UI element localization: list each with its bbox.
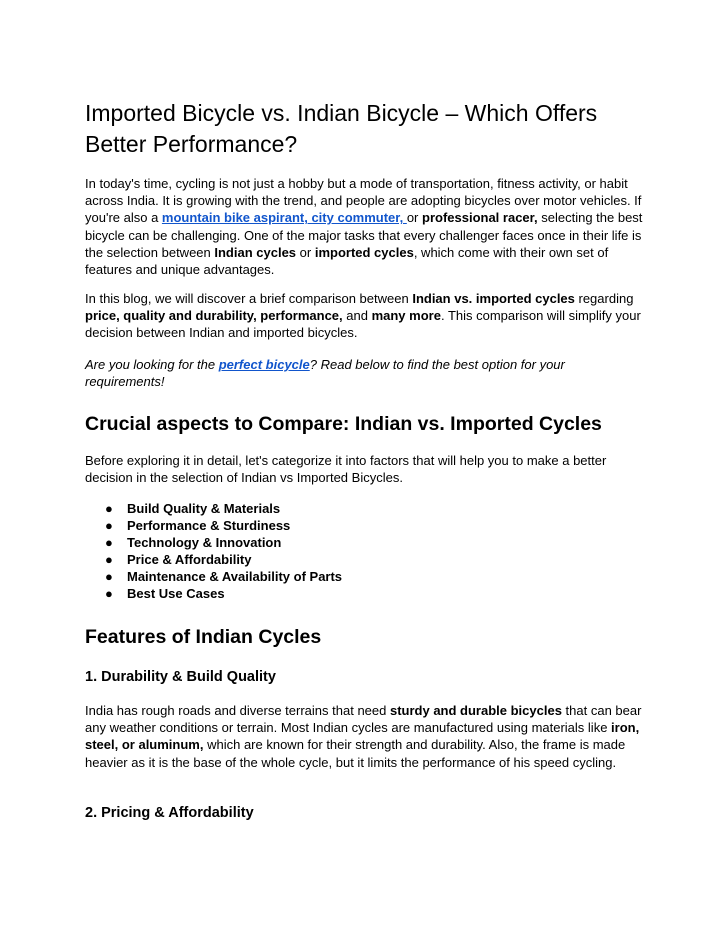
mountain-bike-link[interactable]: mountain bike aspirant, city commuter, (161, 210, 407, 226)
intro-paragraph (85, 175, 645, 278)
intro-text: or (406, 210, 422, 226)
list-item-label: Maintenance & Availability of Parts (127, 569, 343, 585)
aspects-list (85, 500, 625, 603)
list-item-label: Price & Affordability (127, 552, 252, 568)
intro-bold: imported cycles (314, 244, 414, 260)
intro-bold: Indian cycles (214, 244, 297, 260)
intro-bold: professional racer, (422, 210, 538, 226)
comparison-paragraph (85, 290, 645, 342)
paragraph-text: that can bear any weather conditions or terrain. Most Indian cycles are manufactured using materials like (85, 703, 642, 736)
bullet-icon: ● (105, 586, 113, 602)
aspects-intro-paragraph: Before exploring it in detail, let's categorize it into factors that will help you to make a better decision in the selection of Indian vs Imported Bicycles. (85, 453, 607, 486)
bullet-icon: ● (105, 501, 113, 516)
paragraph-bold: many more (371, 308, 441, 324)
list-item (85, 551, 625, 568)
paragraph-text: In this blog, we will discover a brief comparison between (85, 291, 413, 306)
bullet-icon: ● (105, 518, 113, 534)
list-item (85, 534, 625, 551)
section-heading-aspects: Crucial aspects to Compare: Indian vs. Imported Cycles (85, 413, 602, 435)
list-item (85, 585, 625, 602)
intro-text: In today's time, cycling is not just a hobby but a mode of transportation, fitness activity, or habit across India. It is growing with the trend, and people are adopting bicycles over motor vehicles. If you're also a (85, 176, 642, 226)
list-item (85, 500, 625, 517)
durability-paragraph (85, 702, 645, 771)
question-paragraph (85, 356, 645, 390)
paragraph-text: ? Read below to find the best option for your requirements! (85, 357, 565, 390)
paragraph-text: Are you looking for the (85, 357, 219, 372)
list-item-label: Build Quality & Materials (127, 501, 281, 516)
list-item-label: Best Use Cases (127, 586, 225, 602)
paragraph-bold: Indian vs. imported cycles (412, 291, 575, 306)
bullet-icon: ● (105, 569, 113, 585)
intro-text: , which come with their own set of features and unique advantages. (85, 244, 609, 278)
paragraph-text: India has rough roads and diverse terrains that need (85, 703, 390, 718)
list-item-label: Technology & Innovation (127, 535, 282, 551)
section-heading-indian-features: Features of Indian Cycles (85, 626, 322, 648)
paragraph-text: regarding (574, 291, 634, 306)
paragraph-text: which are known for their strength and durability. Also, the frame is made heavier as it is the base of the whole cycle, but it limits the performance of his speed cycling. (85, 737, 626, 770)
list-item (85, 568, 625, 585)
intro-text: or (296, 244, 315, 260)
subheading-pricing: 2. Pricing & Affordability (85, 805, 254, 821)
paragraph-bold: iron, steel, or aluminum, (85, 720, 640, 753)
bullet-icon: ● (105, 552, 113, 568)
bullet-icon: ● (105, 535, 113, 551)
paragraph-bold: sturdy and durable bicycles (389, 703, 562, 718)
paragraph-bold: price, quality and durability, performance, (85, 308, 343, 324)
intro-text: selecting the best bicycle can be challenging. One of the major tasks that every challenger faces once in their life is the selection between (85, 210, 643, 260)
list-item (85, 517, 625, 534)
perfect-bicycle-link[interactable]: perfect bicycle (218, 357, 310, 372)
paragraph-text: . This comparison will simplify your decision between Indian and imported bicycles. (85, 308, 641, 341)
paragraph-text: and (342, 308, 372, 324)
page-title: Imported Bicycle vs. Indian Bicycle – Which Offers Better Performance? (85, 100, 598, 157)
subheading-durability: 1. Durability & Build Quality (85, 669, 276, 685)
list-item-label: Performance & Sturdiness (127, 518, 291, 534)
